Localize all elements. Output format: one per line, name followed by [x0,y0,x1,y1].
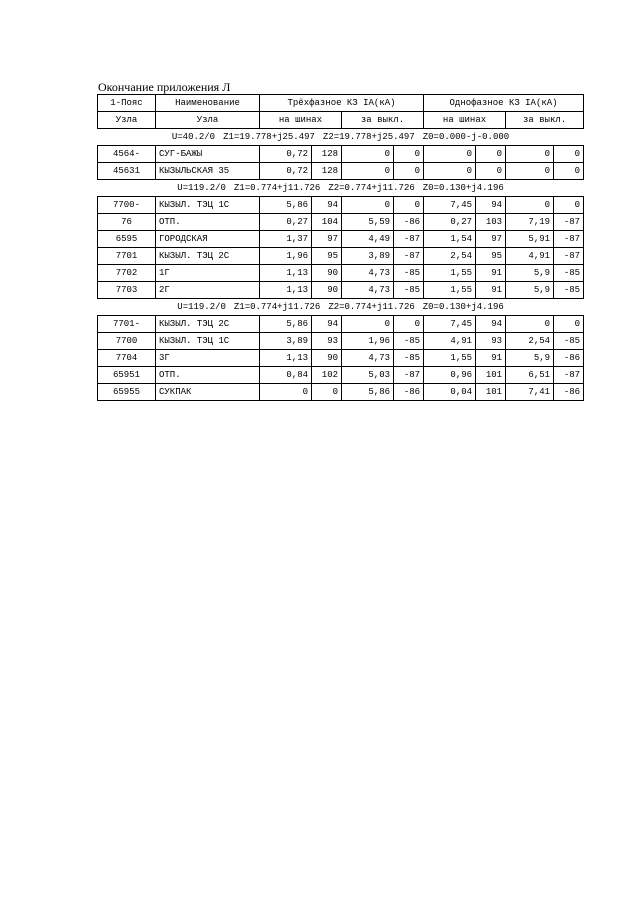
node-number: 7701- [98,316,156,333]
node-number: 6595 [98,231,156,248]
value-cell: 97 [476,231,506,248]
value-cell: 0 [554,163,584,180]
value-cell: 0 [394,146,424,163]
node-number: 7700 [98,333,156,350]
value-cell: 91 [476,265,506,282]
value-cell: 0,96 [424,367,476,384]
section-z1: Z1=0.774+j11.726 [233,302,321,312]
header-node-name: Узла [156,112,260,129]
value-cell: 1,13 [260,350,312,367]
value-cell: 94 [312,197,342,214]
value-cell: -87 [554,248,584,265]
section-header-row [98,180,584,197]
value-cell: 90 [312,282,342,299]
section-z1: Z1=19.778+j25.497 [223,132,315,142]
value-cell: 91 [476,350,506,367]
section-z0: Z0=0.000-j-0.000 [422,132,510,142]
value-cell: 6,51 [506,367,554,384]
value-cell: 104 [312,214,342,231]
node-number: 7700- [98,197,156,214]
value-cell: 1,55 [424,265,476,282]
value-cell: -86 [554,384,584,401]
value-cell: 128 [312,163,342,180]
section-header-row [98,299,584,316]
value-cell: 94 [476,316,506,333]
header-single-phase: Однофазное КЗ IA(кА) [424,95,584,112]
value-cell: 103 [476,214,506,231]
node-number: 65951 [98,367,156,384]
value-cell: 5,9 [506,350,554,367]
header-za-vykl-1ph: за выкл. [506,112,584,129]
node-name: ГОРОДСКАЯ [156,231,260,248]
value-cell: 7,41 [506,384,554,401]
short-circuit-table [97,94,584,401]
value-cell: -85 [394,333,424,350]
value-cell: 0,27 [424,214,476,231]
table-row [98,248,584,265]
value-cell: 0 [554,316,584,333]
value-cell: 0,72 [260,163,312,180]
value-cell: 0 [342,163,394,180]
value-cell: 1,13 [260,282,312,299]
value-cell: 1,55 [424,282,476,299]
value-cell: 0,04 [424,384,476,401]
header-belt: 1-Пояс [98,95,156,112]
section-params [98,299,584,316]
value-cell: 4,73 [342,350,394,367]
section-u: U=40.2/0 [171,132,216,142]
value-cell: 0 [260,384,312,401]
value-cell: 95 [476,248,506,265]
value-cell: 1,54 [424,231,476,248]
value-cell: 0 [554,197,584,214]
table-body [98,95,584,401]
table-row [98,333,584,350]
table-row [98,265,584,282]
node-name: ОТП. [156,367,260,384]
table-row [98,214,584,231]
value-cell: -86 [394,214,424,231]
value-cell: 0 [342,316,394,333]
value-cell: 97 [312,231,342,248]
table-row [98,367,584,384]
value-cell: -86 [554,350,584,367]
table-row [98,197,584,214]
value-cell: 1,13 [260,265,312,282]
value-cell: 3,89 [260,333,312,350]
value-cell: 0 [394,316,424,333]
value-cell: 0,72 [260,146,312,163]
header-row-top [98,95,584,112]
table-row [98,282,584,299]
value-cell: 5,86 [260,197,312,214]
value-cell: 0 [506,163,554,180]
header-row-bottom [98,112,584,129]
value-cell: 94 [312,316,342,333]
value-cell: 0 [506,316,554,333]
value-cell: -87 [554,367,584,384]
section-params [98,180,584,197]
table-row [98,163,584,180]
node-number: 7701 [98,248,156,265]
node-name: 1Г [156,265,260,282]
value-cell: 4,91 [424,333,476,350]
value-cell: -87 [554,231,584,248]
value-cell: 5,9 [506,282,554,299]
value-cell: 1,96 [342,333,394,350]
table-row [98,316,584,333]
value-cell: 0 [342,146,394,163]
value-cell: 0 [394,163,424,180]
value-cell: -85 [394,265,424,282]
value-cell: 4,73 [342,282,394,299]
value-cell: 91 [476,282,506,299]
value-cell: 90 [312,350,342,367]
value-cell: -85 [554,265,584,282]
value-cell: 0 [476,163,506,180]
node-number: 7702 [98,265,156,282]
node-name: КЫЗЫЛ. ТЭЦ 1С [156,333,260,350]
value-cell: 101 [476,367,506,384]
value-cell: 0 [506,146,554,163]
value-cell: 0 [476,146,506,163]
value-cell: 95 [312,248,342,265]
header-name: Наименование [156,95,260,112]
node-name: ОТП. [156,214,260,231]
value-cell: 0,27 [260,214,312,231]
value-cell: -87 [554,214,584,231]
value-cell: 5,86 [342,384,394,401]
section-z2: Z2=0.774+j11.726 [328,183,415,193]
node-name: СУКПАК [156,384,260,401]
table-row [98,350,584,367]
node-number: 45631 [98,163,156,180]
value-cell: -85 [554,282,584,299]
value-cell: 7,19 [506,214,554,231]
node-name: КЫЗЫЛ. ТЭЦ 2С [156,316,260,333]
value-cell: 4,49 [342,231,394,248]
value-cell: 94 [476,197,506,214]
node-number: 4564- [98,146,156,163]
value-cell: -85 [394,350,424,367]
header-node: Узла [98,112,156,129]
header-na-shinah-1ph: на шинах [424,112,506,129]
value-cell: 1,37 [260,231,312,248]
node-number: 65955 [98,384,156,401]
header-za-vykl-3ph: за выкл. [342,112,424,129]
value-cell: 90 [312,265,342,282]
node-name: КЫЗЫЛ. ТЭЦ 2С [156,248,260,265]
node-name: 3Г [156,350,260,367]
value-cell: 5,9 [506,265,554,282]
value-cell: -85 [394,282,424,299]
value-cell: -86 [394,384,424,401]
value-cell: 3,89 [342,248,394,265]
node-name: СУГ-БАЖЫ [156,146,260,163]
section-params [98,129,584,146]
value-cell: 5,59 [342,214,394,231]
value-cell: 93 [476,333,506,350]
node-number: 76 [98,214,156,231]
table-row [98,231,584,248]
value-cell: 5,91 [506,231,554,248]
section-u: U=119.2/0 [177,302,226,312]
node-name: КЫЗЫЛ. ТЭЦ 1С [156,197,260,214]
table-row [98,384,584,401]
value-cell: 0,84 [260,367,312,384]
value-cell: -85 [554,333,584,350]
value-cell: 7,45 [424,197,476,214]
value-cell: 0 [312,384,342,401]
value-cell: 2,54 [424,248,476,265]
value-cell: 0 [506,197,554,214]
table-row [98,146,584,163]
header-three-phase: Трёхфазное КЗ IA(кА) [260,95,424,112]
value-cell: 7,45 [424,316,476,333]
value-cell: 4,91 [506,248,554,265]
value-cell: 4,73 [342,265,394,282]
section-u: U=119.2/0 [177,183,226,193]
value-cell: 0 [394,197,424,214]
section-z2: Z2=19.778+j25.497 [322,132,415,142]
node-name: КЫЗЫЛЬСКАЯ 35 [156,163,260,180]
value-cell: -87 [394,231,424,248]
section-z2: Z2=0.774+j11.726 [328,302,415,312]
page-title: Окончание приложения Л [98,80,231,94]
header-na-shinah-3ph: на шинах [260,112,342,129]
node-number: 7704 [98,350,156,367]
section-header-row [98,129,584,146]
value-cell: 0 [554,146,584,163]
section-z0: Z0=0.130+j4.196 [422,183,504,193]
value-cell: -87 [394,367,424,384]
value-cell: 1,55 [424,350,476,367]
node-number: 7703 [98,282,156,299]
value-cell: -87 [394,248,424,265]
value-cell: 101 [476,384,506,401]
value-cell: 2,54 [506,333,554,350]
value-cell: 102 [312,367,342,384]
value-cell: 1,96 [260,248,312,265]
value-cell: 0 [424,163,476,180]
value-cell: 0 [342,197,394,214]
section-z1: Z1=0.774+j11.726 [233,183,321,193]
value-cell: 128 [312,146,342,163]
value-cell: 5,86 [260,316,312,333]
node-name: 2Г [156,282,260,299]
value-cell: 5,03 [342,367,394,384]
section-z0: Z0=0.130+j4.196 [422,302,504,312]
value-cell: 0 [424,146,476,163]
value-cell: 93 [312,333,342,350]
